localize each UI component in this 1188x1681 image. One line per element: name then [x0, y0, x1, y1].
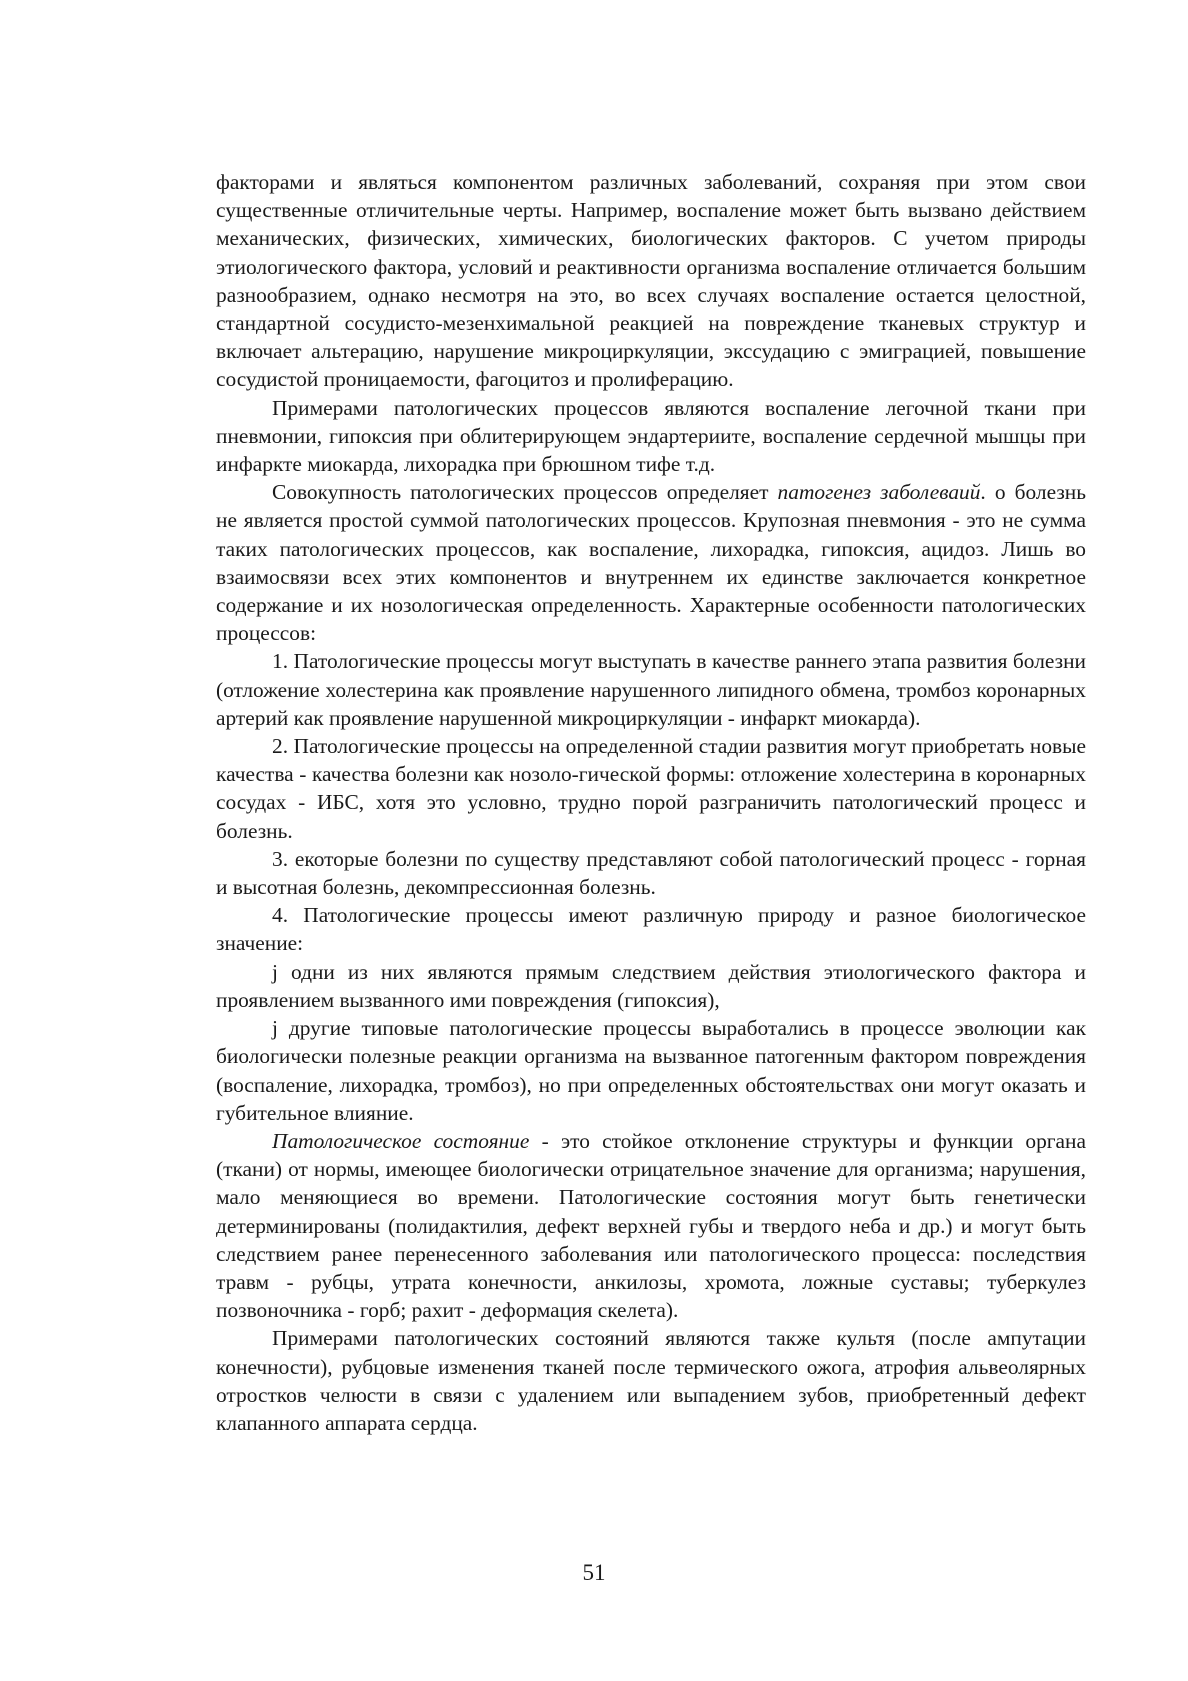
paragraph-1: факторами и являться компонентом различных заболеваний, сохраняя при этом свои существенные отличительные черты. Например, воспаление может быть вызвано действием механических, физических, химических, биологических факторов. С учетом природы этиологического фактора, условий и реактивности организма воспаление отличается большим разнообразием, однако несмотря на это, во всех случаях воспаление остается целостной, стандартной сосудисто-мезенхимальной реакцией на повреждение тканевых структур и включает альтерацию, нарушение микроциркуляции, экссудацию с эмиграцией, повышение сосудистой проницаемости, фагоцитоз и пролиферацию.	[216, 170, 1086, 392]
pathogenesis-term: патогенез заболеваий	[777, 480, 981, 505]
pathological-state-term: Патологическое состояние	[272, 1128, 530, 1153]
paragraph-2: Примерами патологических процессов являются воспаление легочной ткани при пневмонии, гипоксия при облитерирующем эндартериите, воспаление сердечной мышцы при инфаркте миокарда, лихорадка при брюшном тифе т.д.	[216, 395, 1086, 477]
page-number: 51	[582, 1560, 606, 1585]
paragraph-3-before: Совокупность патологических процессов определяет	[272, 480, 778, 505]
list-item-4: 4. Патологические процессы имеют различную природу и разное биологическое значение:	[216, 903, 1086, 956]
list-item-2: 2. Патологические процессы на определенной стадии развития могут приобретать новые качества - качества болезни как нозоло-гической формы: отложение холестерина в коронарных сосудах - ИБС, хотя это условно, трудно порой разграничить патологический процесс и болезнь.	[216, 734, 1086, 843]
list-item-1: 1. Патологические процессы могут выступать в качестве раннего этапа развития болезни (отложение холестерина как проявление нарушенного липидного обмена, тромбоз коронарных артерий как проявление нарушенной микроциркуляции - инфаркт миокарда).	[216, 649, 1086, 730]
bullet-item-2: j другие типовые патологические процессы выработались в процессе эволюции как биологически полезные реакции организма на вызванное патогенным фактором повреждения (воспаление, лихорадка, тромбоз), но при определенных обстоятельствах они могут оказать и губительное влияние.	[216, 1016, 1086, 1125]
list-item-3: 3. екоторые болезни по существу представляют собой патологический процесс - горная и высотная болезнь, декомпрессионная болезнь.	[216, 846, 1086, 900]
paragraph-3	[216, 478, 1086, 647]
paragraph-10-after: - это стойкое отклонение структуры и функции органа (ткани) от нормы, имеющее биологически отрицательное значение для организма; нарушения, мало меняющиеся во времени. Патологические состояния могут быть генетически детерминированы (полидактилия, дефект верхней губы и твердого неба и др.) и могут быть следствием ранее перенесенного заболевания или патологического процесса: последствия травм - рубцы, утрата конечности, анкилозы, хромота, ложные суставы; туберкулез позвоночника - горб; рахит - деформация скелета).	[216, 1128, 1086, 1323]
paragraph-11: Примерами патологических состояний являются также культя (после ампутации конечности), рубцовые изменения тканей после термического ожога, атрофия альвеолярных отростков челюсти в связи с удалением или выпадением зубов, приобретенный дефект клапанного аппарата сердца.	[216, 1326, 1086, 1435]
paragraph-3-after: . о болезнь не является простой суммой патологических процессов. Крупозная пневмония - это не сумма таких патологических процессов, как воспаление, лихорадка, гипоксия, ацидоз. Лишь во взаимосвязи всех этих компонентов и внутреннем их единстве заключается конкретное содержание и их нозологическая определенность. Характерные особенности патологических процессов:	[216, 480, 1086, 646]
paragraph-pathological-state	[216, 1127, 1086, 1324]
bullet-item-1: j одни из них являются прямым следствием действия этиологического фактора и проявлением вызванного ими повреждения (гипоксия),	[216, 959, 1086, 1012]
document-body	[216, 168, 1086, 1437]
